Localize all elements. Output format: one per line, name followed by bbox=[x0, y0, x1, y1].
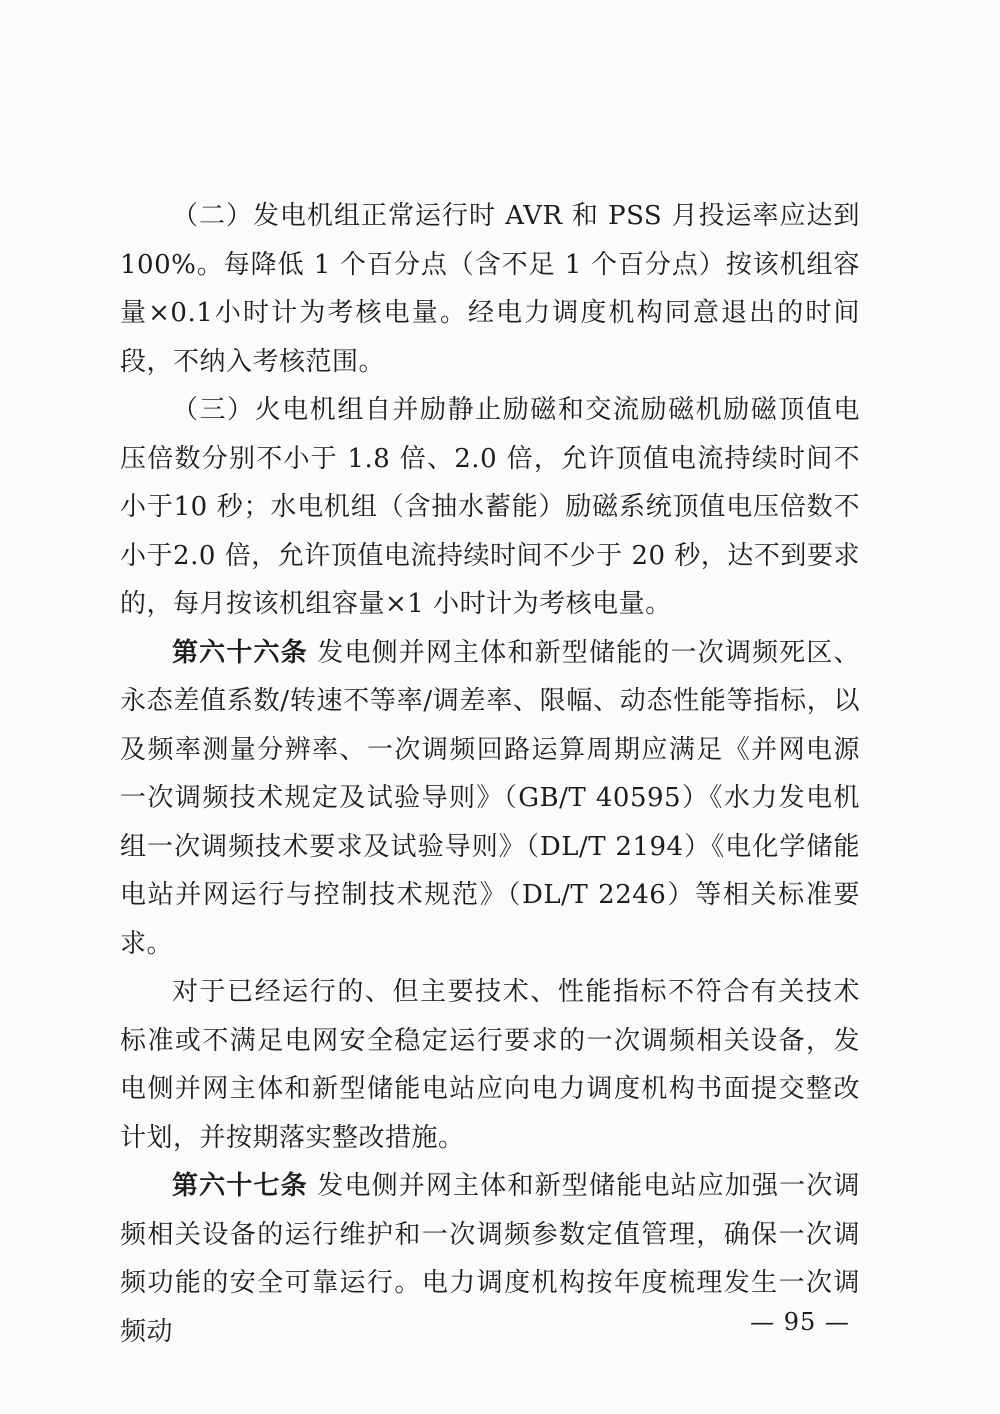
paragraph-text: 发电侧并网主体和新型储能电站应加强一次调频相关设备的运行维护和一次调频参数定值管理，确保一次调频功能的安全可靠运行。电力调度机构按年度梳理发生一次调频动 bbox=[120, 1171, 860, 1347]
paragraph-text: （二）发电机组正常运行时 AVR 和 PSS 月投运率应达到100%。每降低 1 个百分点（含不足 1 个百分点）按该机组容量×0.1小时计为考核电量。经电力调度机构同意退出的时间段，不纳入考核范围。 bbox=[120, 201, 860, 377]
paragraph-text: 发电侧并网主体和新型储能的一次调频死区、永态差值系数/转速不等率/调差率、限幅、动态性能等指标，以及频率测量分辨率、一次调频回路运算周期应满足《并网电源一次调频技术规定及试验导则》（GB/T 40595）《水力发电机组一次调频技术要求及试验导则》（DL/T 2194）《电化学储能电站并网运行与控制技术规范》（DL/T 2246）等相关标准要求。 bbox=[120, 637, 860, 959]
paragraph-item-2 bbox=[120, 192, 860, 386]
paragraph-text: 对于已经运行的、但主要技术、性能指标不符合有关技术标准或不满足电网安全稳定运行要求的一次调频相关设备，发电侧并网主体和新型储能电站应向电力调度机构书面提交整改计划，并按期落实整改措施。 bbox=[120, 977, 860, 1153]
body-text bbox=[120, 192, 860, 1356]
paragraph-item-3 bbox=[120, 386, 860, 629]
paragraph-text: （三）火电机组自并励静止励磁和交流励磁机励磁顶值电压倍数分别不小于 1.8 倍、2.0 倍，允许顶值电流持续时间不小于10 秒；水电机组（含抽水蓄能）励磁系统顶值电压倍数不小于2.0 倍，允许顶值电流持续时间不少于 20 秒，达不到要求的，每月按该机组容量×1 小时计为考核电量。 bbox=[120, 395, 860, 619]
article-number: 第六十七条 bbox=[172, 1171, 308, 1201]
article-number: 第六十六条 bbox=[172, 637, 308, 668]
article-66 bbox=[120, 629, 860, 969]
page-number: — 95 — bbox=[750, 1308, 850, 1336]
article-66-paragraph-2 bbox=[120, 968, 860, 1162]
